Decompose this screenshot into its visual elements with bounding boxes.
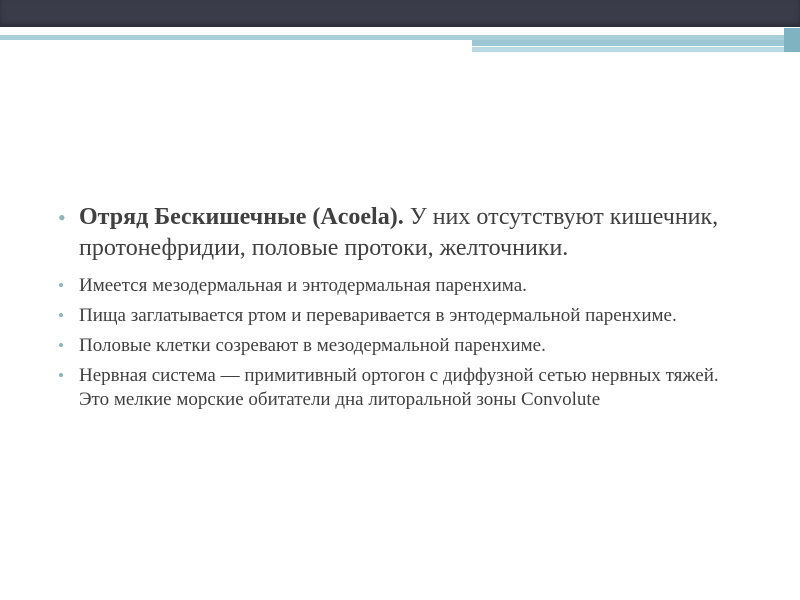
accent-stripe-right-bottom bbox=[472, 47, 800, 52]
bullet-icon: • bbox=[58, 366, 64, 385]
list-item-text: Имеется мезодермальная и энтодермальная паренхима. bbox=[79, 275, 527, 296]
list-item bbox=[58, 364, 748, 412]
list-item-text: Нервная система — примитивный ортогон с диффузной сетью нервных тяжей. Это мелкие морские обитатели дна литоральной зоны Convolute bbox=[79, 365, 719, 410]
order-title: Отряд Бескишечные (Acoela). bbox=[79, 204, 404, 230]
bullet-icon: • bbox=[58, 306, 64, 325]
header-bar bbox=[0, 0, 800, 27]
list-item-text: Половые клетки созревают в мезодермальной паренхиме. bbox=[79, 335, 546, 356]
list-item bbox=[58, 304, 748, 328]
list-item bbox=[58, 274, 748, 298]
bullet-icon: • bbox=[58, 276, 64, 295]
order-description: У них отсутствуют кишечник, протонефридии, половые протоки, желточники. bbox=[79, 204, 719, 261]
list-item-text: Пища заглатывается ртом и переваривается в энтодермальной паренхиме. bbox=[79, 305, 677, 326]
slide-body bbox=[58, 202, 748, 418]
bullet-list bbox=[58, 202, 748, 412]
accent-stripe-end bbox=[784, 28, 800, 52]
bullet-icon: • bbox=[58, 336, 64, 355]
list-item-main bbox=[58, 202, 748, 264]
bullet-icon: • bbox=[58, 205, 66, 230]
accent-stripe-right-top bbox=[472, 40, 800, 46]
list-item bbox=[58, 334, 748, 358]
